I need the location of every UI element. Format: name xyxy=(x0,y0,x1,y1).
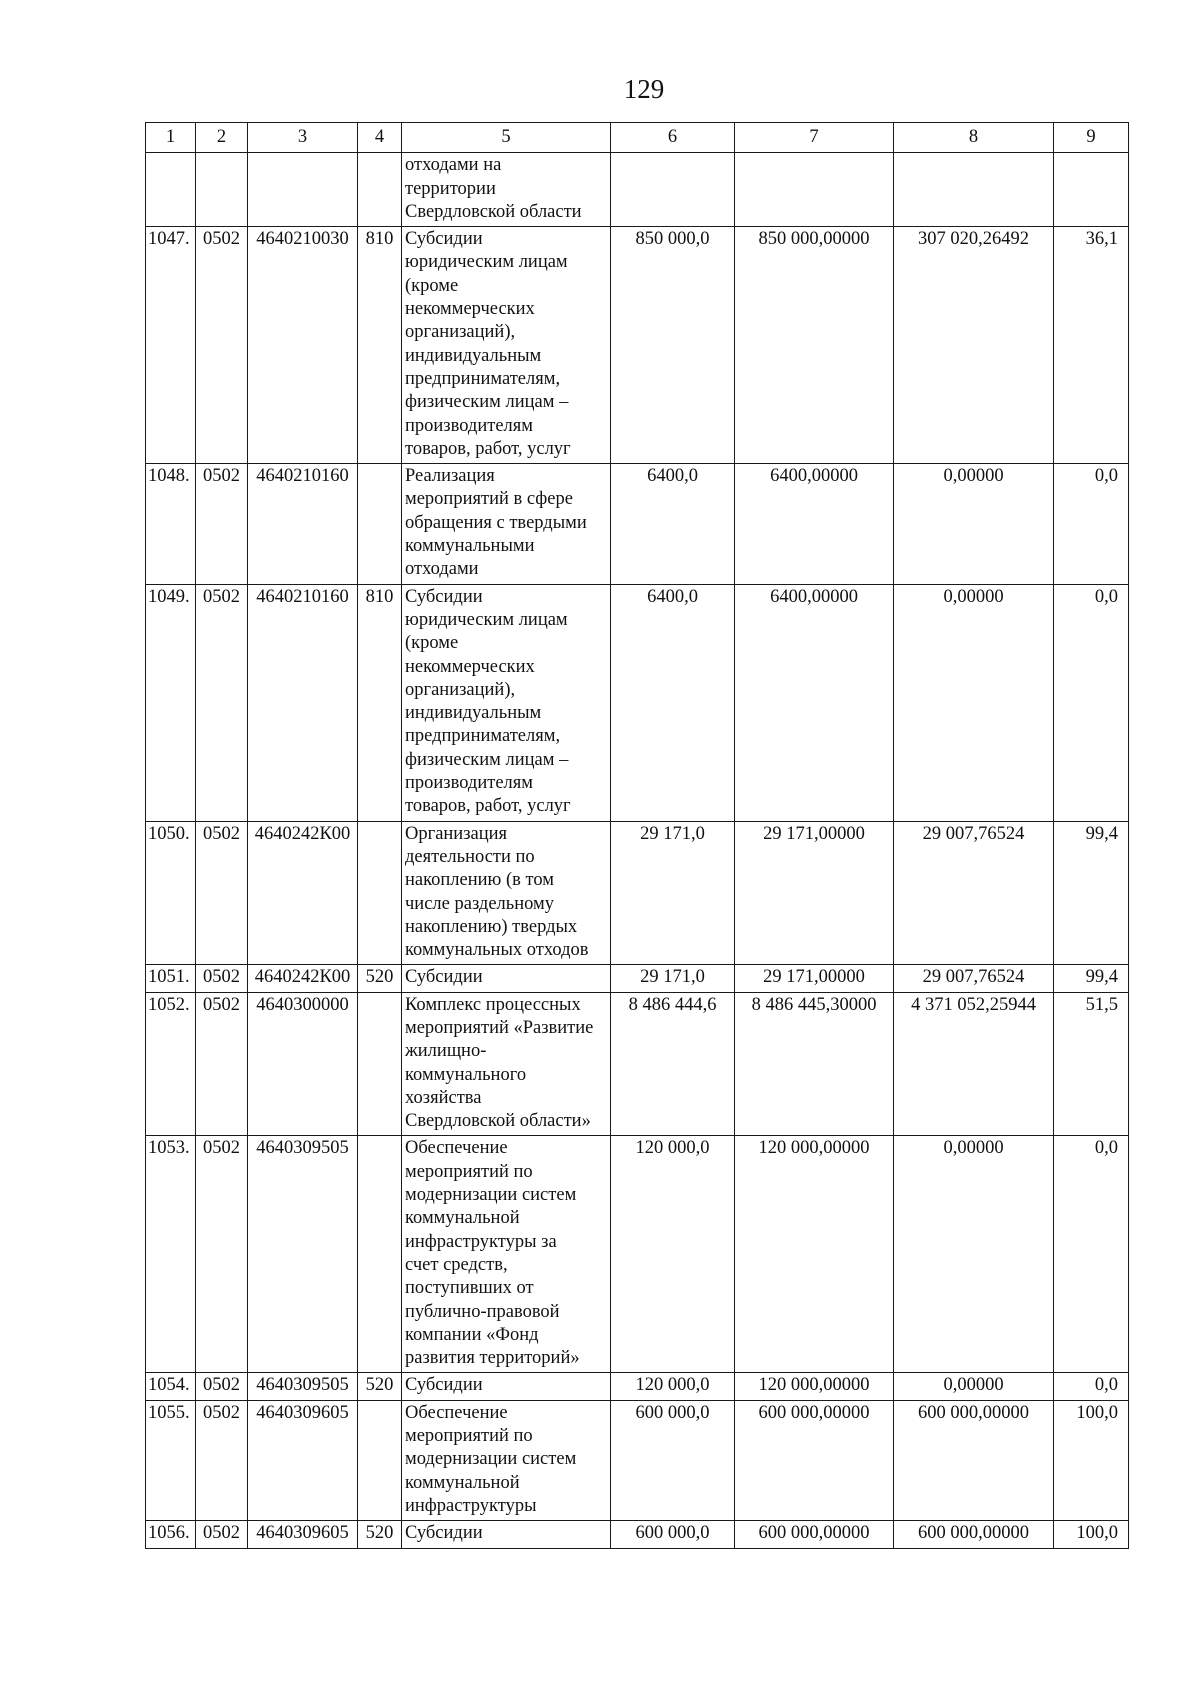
expense-type-code xyxy=(358,464,402,584)
item-name-line: юридическим лицам xyxy=(405,252,568,273)
item-name-line: Комплекс процессных xyxy=(405,994,581,1015)
execution-percent: 0,0 xyxy=(1054,584,1129,821)
table-row xyxy=(146,1136,1129,1373)
executed-amount: 29 007,76524 xyxy=(894,965,1054,992)
executed-amount: 0,00000 xyxy=(894,464,1054,584)
item-name-line: (кроме xyxy=(405,275,459,296)
section-code: 0502 xyxy=(196,1373,248,1400)
item-name-line: Свердловской области xyxy=(405,201,582,222)
table-row xyxy=(146,584,1129,821)
table-row xyxy=(146,992,1129,1136)
item-name-line: отходами на xyxy=(405,155,502,176)
page-number: 129 xyxy=(623,74,665,104)
header-col-2: 2 xyxy=(196,123,248,153)
item-name-line: Субсидии xyxy=(405,586,483,607)
item-name-line: Реализация xyxy=(405,466,495,487)
item-name-line: коммунальной xyxy=(405,1208,520,1229)
execution-percent: 51,5 xyxy=(1054,992,1129,1136)
execution-percent: 100,0 xyxy=(1054,1400,1129,1520)
plan-amount: 29 171,00000 xyxy=(735,821,894,965)
row-number: 1050. xyxy=(146,821,196,965)
table-row xyxy=(146,464,1129,584)
section-code: 0502 xyxy=(196,1136,248,1373)
plan-amount: 6400,00000 xyxy=(735,584,894,821)
item-name-line: некоммерческих xyxy=(405,299,535,320)
row-number: 1051. xyxy=(146,965,196,992)
executed-amount: 29 007,76524 xyxy=(894,821,1054,965)
approved-amount: 850 000,0 xyxy=(611,227,735,464)
item-name-line: коммунальными xyxy=(405,536,535,557)
item-name-line: мероприятий по xyxy=(405,1161,533,1182)
item-name-line: некоммерческих xyxy=(405,656,535,677)
execution-percent: 100,0 xyxy=(1054,1521,1129,1548)
plan-amount: 120 000,00000 xyxy=(735,1373,894,1400)
expense-type-code xyxy=(358,153,402,227)
approved-amount: 600 000,0 xyxy=(611,1400,735,1520)
item-name-line: обращения с твердыми xyxy=(405,512,587,533)
section-code: 0502 xyxy=(196,992,248,1136)
item-name xyxy=(402,1136,611,1373)
row-number: 1049. xyxy=(146,584,196,821)
item-name-line: предпринимателям, xyxy=(405,726,561,747)
plan-amount: 6400,00000 xyxy=(735,464,894,584)
item-name xyxy=(402,821,611,965)
item-name-line: мероприятий в сфере xyxy=(405,489,573,510)
row-number: 1048. xyxy=(146,464,196,584)
plan-amount: 600 000,00000 xyxy=(735,1400,894,1520)
row-number: 1055. xyxy=(146,1400,196,1520)
target-article-code: 4640309505 xyxy=(248,1373,358,1400)
item-name-line: Субсидии xyxy=(405,1375,483,1396)
header-col-5: 5 xyxy=(402,123,611,153)
item-name xyxy=(402,153,611,227)
table-row xyxy=(146,821,1129,965)
item-name-line: поступивших от xyxy=(405,1278,534,1299)
item-name xyxy=(402,992,611,1136)
item-name-line: индивидуальным xyxy=(405,345,542,366)
table-row xyxy=(146,1521,1129,1548)
execution-percent: 36,1 xyxy=(1054,227,1129,464)
item-name xyxy=(402,584,611,821)
executed-amount: 600 000,00000 xyxy=(894,1521,1054,1548)
item-name-line: товаров, работ, услуг xyxy=(405,796,571,817)
executed-amount xyxy=(894,153,1054,227)
header-row xyxy=(146,123,1129,153)
executed-amount: 600 000,00000 xyxy=(894,1400,1054,1520)
header-col-8: 8 xyxy=(894,123,1054,153)
item-name-line: Обеспечение xyxy=(405,1138,508,1159)
item-name-line: Субсидии xyxy=(405,229,483,250)
item-name xyxy=(402,1373,611,1400)
row-number: 1052. xyxy=(146,992,196,1136)
item-name-line: коммунального xyxy=(405,1064,527,1085)
execution-percent: 99,4 xyxy=(1054,821,1129,965)
item-name-line: развития территорий» xyxy=(405,1348,580,1369)
expense-type-code: 520 xyxy=(358,1373,402,1400)
plan-amount: 120 000,00000 xyxy=(735,1136,894,1373)
target-article-code: 4640309505 xyxy=(248,1136,358,1373)
item-name xyxy=(402,464,611,584)
header-col-9: 9 xyxy=(1054,123,1129,153)
item-name-line: мероприятий по xyxy=(405,1426,533,1447)
target-article-code: 4640242К00 xyxy=(248,821,358,965)
item-name-line: Свердловской области» xyxy=(405,1111,591,1132)
item-name-line: модернизации систем xyxy=(405,1449,577,1470)
item-name-line: компании «Фонд xyxy=(405,1324,539,1345)
expense-type-code: 520 xyxy=(358,1521,402,1548)
table-row xyxy=(146,1373,1129,1400)
execution-percent: 0,0 xyxy=(1054,1136,1129,1373)
header-col-4: 4 xyxy=(358,123,402,153)
row-number: 1056. xyxy=(146,1521,196,1548)
table-row xyxy=(146,965,1129,992)
item-name-line: предпринимателям, xyxy=(405,368,561,389)
header-col-7: 7 xyxy=(735,123,894,153)
row-number: 1053. xyxy=(146,1136,196,1373)
target-article-code: 4640309605 xyxy=(248,1521,358,1548)
approved-amount: 120 000,0 xyxy=(611,1373,735,1400)
section-code: 0502 xyxy=(196,965,248,992)
item-name-line: отходами xyxy=(405,559,479,580)
row-number: 1054. xyxy=(146,1373,196,1400)
item-name-line: коммунальной xyxy=(405,1472,520,1493)
approved-amount: 6400,0 xyxy=(611,584,735,821)
item-name-line: счет средств, xyxy=(405,1254,508,1275)
item-name-line: хозяйства xyxy=(405,1087,482,1108)
row-number xyxy=(146,153,196,227)
approved-amount xyxy=(611,153,735,227)
item-name-line: модернизации систем xyxy=(405,1185,577,1206)
target-article-code: 4640300000 xyxy=(248,992,358,1136)
plan-amount: 29 171,00000 xyxy=(735,965,894,992)
approved-amount: 6400,0 xyxy=(611,464,735,584)
item-name-line: производителям xyxy=(405,773,533,794)
expense-type-code xyxy=(358,992,402,1136)
approved-amount: 8 486 444,6 xyxy=(611,992,735,1136)
section-code: 0502 xyxy=(196,821,248,965)
execution-percent: 0,0 xyxy=(1054,464,1129,584)
table-body xyxy=(146,153,1129,1548)
item-name-line: инфраструктуры за xyxy=(405,1231,557,1252)
expense-type-code: 520 xyxy=(358,965,402,992)
target-article-code: 4640309605 xyxy=(248,1400,358,1520)
item-name-line: организаций), xyxy=(405,322,516,343)
item-name-line: физическим лицам – xyxy=(405,392,569,413)
item-name-line: территории xyxy=(405,178,496,199)
execution-percent: 0,0 xyxy=(1054,1373,1129,1400)
section-code: 0502 xyxy=(196,1400,248,1520)
execution-percent xyxy=(1054,153,1129,227)
item-name-line: накоплению (в том xyxy=(405,870,554,891)
item-name-line: Организация xyxy=(405,823,508,844)
item-name-line: инфраструктуры xyxy=(405,1495,537,1516)
item-name-line: индивидуальным xyxy=(405,703,542,724)
item-name-line: жилищно- xyxy=(405,1041,487,1062)
section-code: 0502 xyxy=(196,1521,248,1548)
header-col-3: 3 xyxy=(248,123,358,153)
approved-amount: 600 000,0 xyxy=(611,1521,735,1548)
item-name-line: числе раздельному xyxy=(405,893,554,914)
execution-percent: 99,4 xyxy=(1054,965,1129,992)
header-col-1: 1 xyxy=(146,123,196,153)
budget-table xyxy=(145,122,1129,1549)
section-code: 0502 xyxy=(196,464,248,584)
item-name-line: деятельности по xyxy=(405,846,535,867)
item-name-line: Субсидии xyxy=(405,1523,483,1544)
row-number: 1047. xyxy=(146,227,196,464)
expense-type-code: 810 xyxy=(358,227,402,464)
item-name-line: Субсидии xyxy=(405,967,483,988)
item-name-line: коммунальных отходов xyxy=(405,940,589,961)
item-name-line: юридическим лицам xyxy=(405,609,568,630)
item-name xyxy=(402,227,611,464)
executed-amount: 0,00000 xyxy=(894,1136,1054,1373)
target-article-code: 4640210160 xyxy=(248,464,358,584)
approved-amount: 120 000,0 xyxy=(611,1136,735,1373)
expense-type-code xyxy=(358,1400,402,1520)
item-name-line: накоплению) твердых xyxy=(405,916,578,937)
item-name-line: организаций), xyxy=(405,679,516,700)
executed-amount: 0,00000 xyxy=(894,584,1054,821)
section-code xyxy=(196,153,248,227)
target-article-code: 4640242К00 xyxy=(248,965,358,992)
target-article-code xyxy=(248,153,358,227)
item-name-line: публично-правовой xyxy=(405,1301,560,1322)
target-article-code: 4640210160 xyxy=(248,584,358,821)
approved-amount: 29 171,0 xyxy=(611,965,735,992)
plan-amount: 8 486 445,30000 xyxy=(735,992,894,1136)
table-row xyxy=(146,153,1129,227)
expense-type-code xyxy=(358,821,402,965)
approved-amount: 29 171,0 xyxy=(611,821,735,965)
target-article-code: 4640210030 xyxy=(248,227,358,464)
table-row xyxy=(146,227,1129,464)
section-code: 0502 xyxy=(196,584,248,821)
item-name-line: мероприятий «Развитие xyxy=(405,1017,594,1038)
executed-amount: 307 020,26492 xyxy=(894,227,1054,464)
expense-type-code: 810 xyxy=(358,584,402,821)
executed-amount: 4 371 052,25944 xyxy=(894,992,1054,1136)
expense-type-code xyxy=(358,1136,402,1373)
item-name-line: (кроме xyxy=(405,633,459,654)
item-name-line: производителям xyxy=(405,415,533,436)
header-col-6: 6 xyxy=(611,123,735,153)
table-row xyxy=(146,1400,1129,1520)
item-name-line: физическим лицам – xyxy=(405,749,569,770)
item-name-line: товаров, работ, услуг xyxy=(405,438,571,459)
section-code: 0502 xyxy=(196,227,248,464)
item-name xyxy=(402,1521,611,1548)
item-name xyxy=(402,1400,611,1520)
plan-amount xyxy=(735,153,894,227)
executed-amount: 0,00000 xyxy=(894,1373,1054,1400)
plan-amount: 600 000,00000 xyxy=(735,1521,894,1548)
item-name-line: Обеспечение xyxy=(405,1402,508,1423)
item-name xyxy=(402,965,611,992)
plan-amount: 850 000,00000 xyxy=(735,227,894,464)
